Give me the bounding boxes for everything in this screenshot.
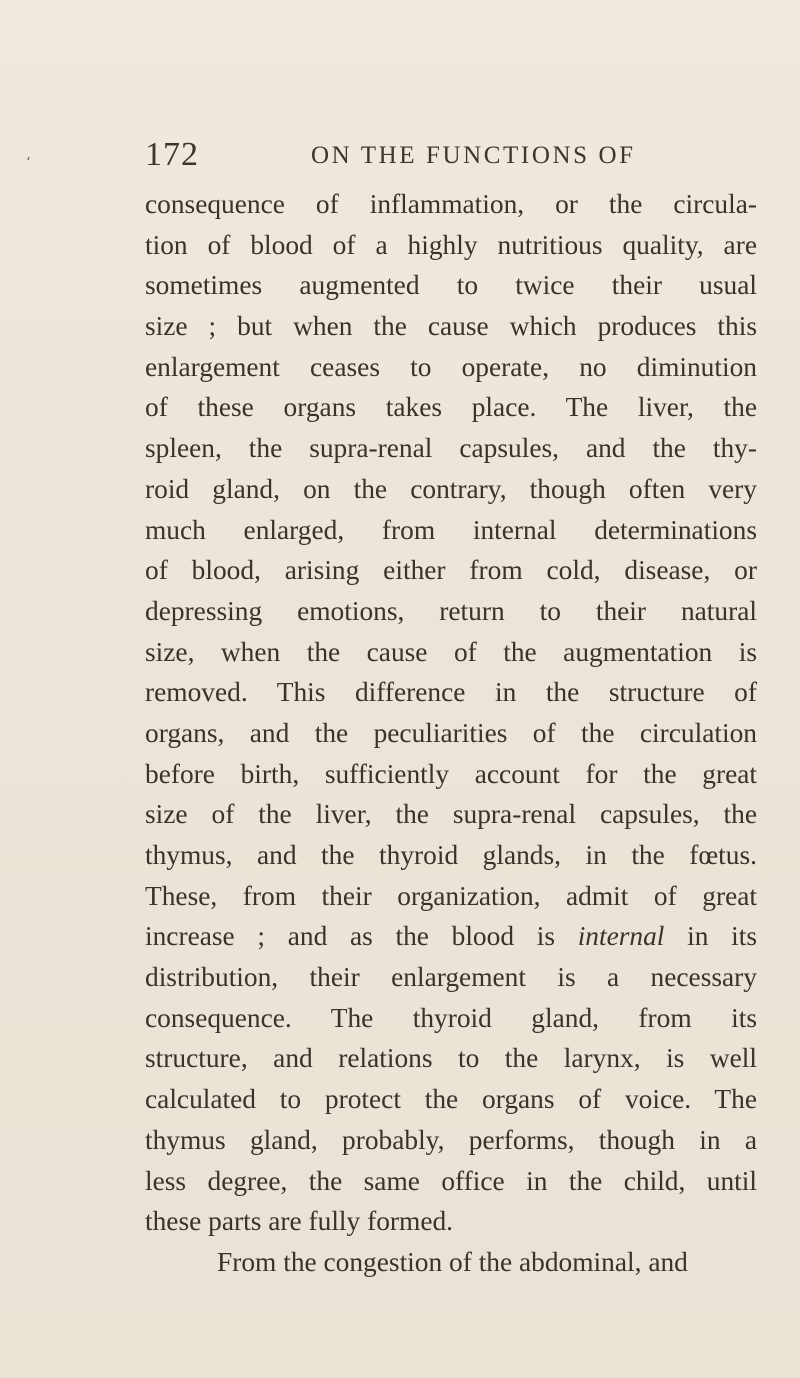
text-line: enlargement ceases to operate, no diminution bbox=[145, 351, 757, 382]
text-line: structure, and relations to the larynx, is well bbox=[145, 1043, 757, 1074]
text-line: these parts are fully formed. bbox=[145, 1206, 454, 1237]
text-line: roid gland, on the contrary, though often very bbox=[145, 473, 757, 504]
text-line: consequence. The thyroid gland, from its bbox=[145, 1002, 757, 1033]
stray-mark: ‘ bbox=[26, 155, 31, 171]
text-line: much enlarged, from internal determinations bbox=[145, 514, 757, 545]
text-line: removed. This difference in the structure of bbox=[145, 677, 757, 708]
text-line: size, when the cause of the augmentation is bbox=[145, 636, 757, 667]
text-line: size ; but when the cause which produces this bbox=[145, 311, 757, 342]
page-number: 172 bbox=[145, 136, 199, 173]
text-line: distribution, their enlargement is a necessary bbox=[145, 962, 757, 993]
text-line: of these organs takes place. The liver, the bbox=[145, 392, 757, 423]
text-line: spleen, the supra-renal capsules, and the thy- bbox=[145, 433, 757, 464]
text-line: sometimes augmented to twice their usual bbox=[145, 270, 757, 301]
text-line: calculated to protect the organs of voice. The bbox=[145, 1084, 757, 1115]
text-line: thymus gland, probably, performs, though in a bbox=[145, 1124, 757, 1155]
text-line: thymus, and the thyroid glands, in the fœtus. bbox=[145, 840, 757, 870]
text-line-with-italic bbox=[145, 916, 757, 957]
text-segment: increase ; and as the blood is bbox=[145, 921, 578, 952]
text-line: depressing emotions, return to their natural bbox=[145, 595, 757, 626]
text-line: consequence of inflammation, or the circula- bbox=[145, 189, 757, 219]
page-header bbox=[0, 128, 800, 178]
text-segment: in its bbox=[664, 921, 757, 952]
text-line: organs, and the peculiarities of the circulation bbox=[145, 717, 757, 748]
text-line: These, from their organization, admit of great bbox=[145, 880, 757, 911]
text-line: less degree, the same office in the child, until bbox=[145, 1165, 757, 1196]
text-line: of blood, arising either from cold, disease, or bbox=[145, 555, 757, 586]
italic-word: internal bbox=[577, 921, 665, 952]
running-head: ON THE FUNCTIONS OF bbox=[311, 142, 636, 169]
text-line: before birth, sufficiently account for the great bbox=[145, 758, 757, 789]
text-line: size of the liver, the supra-renal capsules, the bbox=[145, 799, 757, 830]
paragraph-start-line: From the congestion of the abdominal, and bbox=[217, 1246, 688, 1277]
body-text bbox=[145, 184, 757, 1283]
text-line: tion of blood of a highly nutritious quality, are bbox=[145, 229, 757, 260]
